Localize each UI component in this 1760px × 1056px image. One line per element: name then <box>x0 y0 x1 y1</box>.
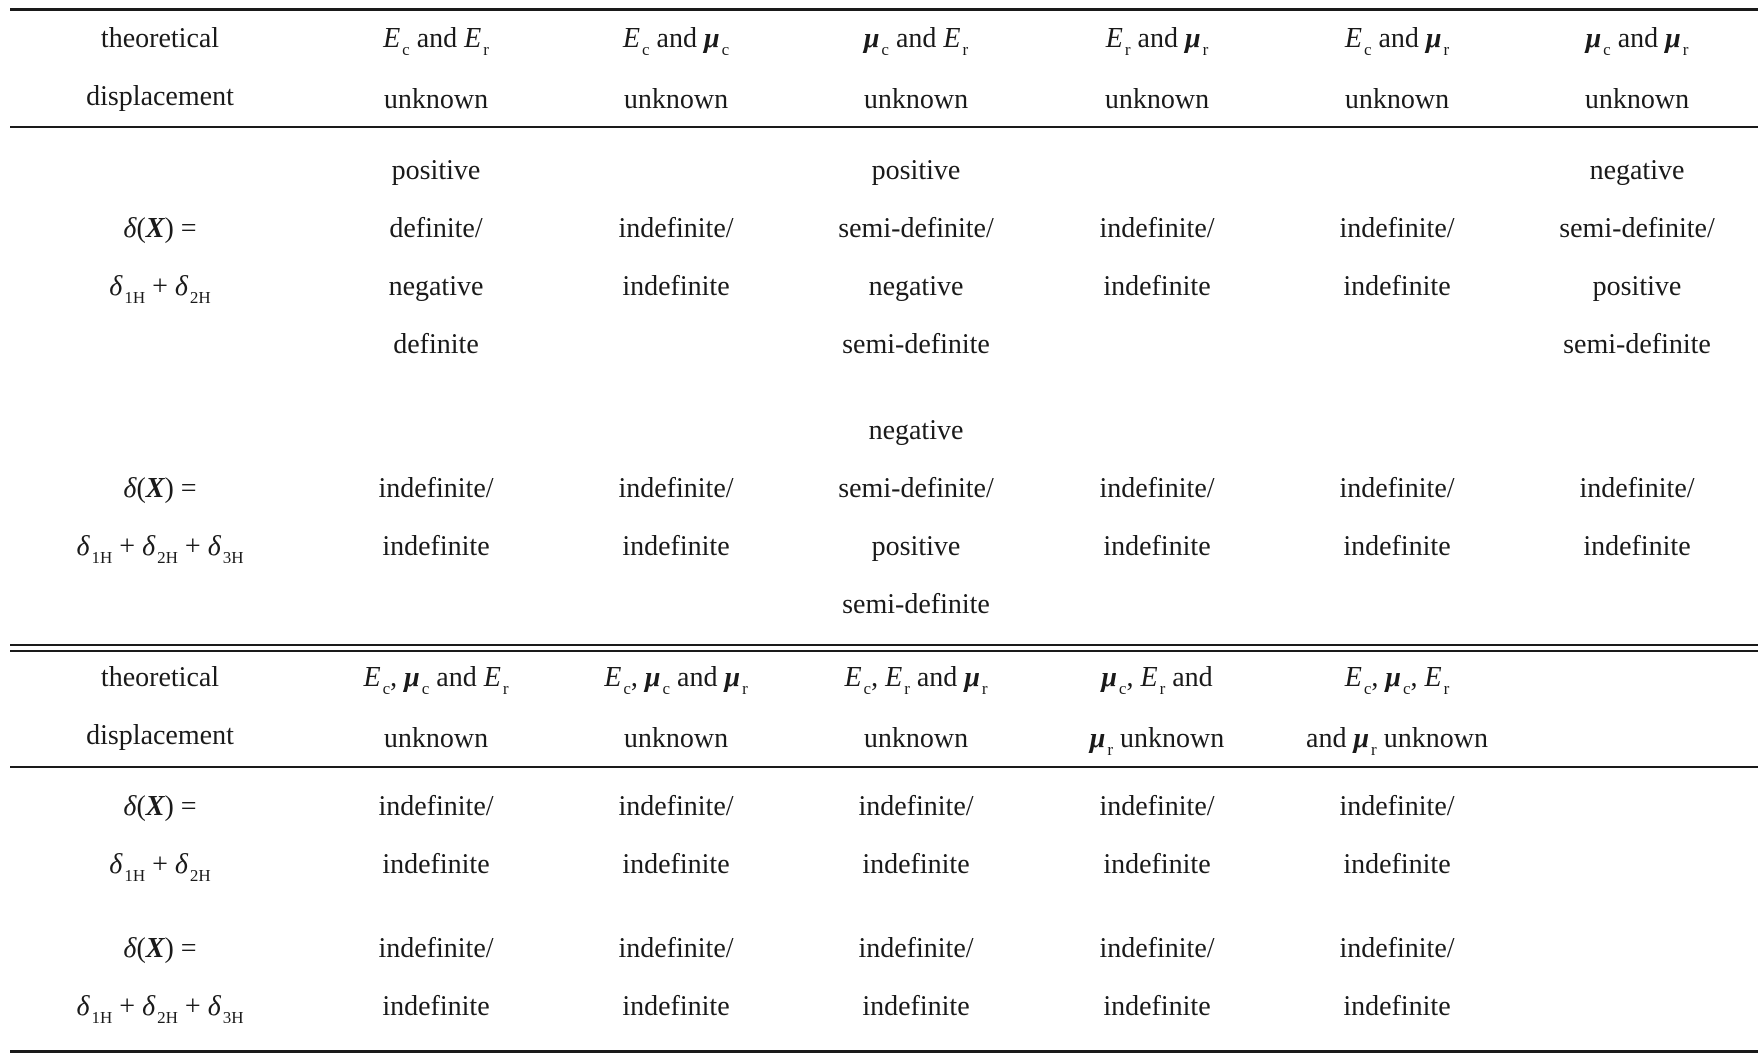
table-cell: negative semi-definite/ positive semi-definite <box>838 415 994 620</box>
table-cell: indefinite/ indefinite <box>378 933 494 1022</box>
table-cell: positive semi-definite/ negative semi-definite <box>838 155 994 360</box>
table-cell: indefinite/ indefinite <box>858 933 974 1022</box>
column-header: E $_c$ and μ $_c$ unknown <box>622 23 730 115</box>
table-cell: indefinite/ indefinite <box>1339 473 1455 562</box>
column-header: E $_c$, E $_r$ and μ $_r$ unknown <box>844 662 988 754</box>
row-label: δ(X) = δ $_{1H}$ + δ $_{2H}$ + δ $_{3H}$ <box>76 933 244 1027</box>
column-header: E $_c$, μ $_c$ and E $_r$ unknown <box>363 662 509 754</box>
header-theoretical-displacement: theoretical displacement <box>86 662 234 751</box>
table-cell: indefinite/ indefinite <box>1099 791 1215 880</box>
column-header: E $_c$ and E $_r$ unknown <box>383 23 489 115</box>
table-cell: indefinite/ indefinite <box>618 791 734 880</box>
table-cell: indefinite/ indefinite <box>618 473 734 562</box>
bottom-rule <box>10 1050 1758 1053</box>
table-cell: indefinite/ indefinite <box>1579 473 1695 562</box>
table-cell: indefinite/ indefinite <box>378 473 494 562</box>
column-header: μ $_c$ and E $_r$ unknown <box>863 23 969 115</box>
table-cell: indefinite/ indefinite <box>618 933 734 1022</box>
row-label: δ(X) = δ $_{1H}$ + δ $_{2H}$ + δ $_{3H}$ <box>76 473 244 567</box>
table-cell: indefinite/ indefinite <box>1099 933 1215 1022</box>
table-cell: indefinite/ indefinite <box>618 213 734 302</box>
table-cell: indefinite/ indefinite <box>1339 213 1455 302</box>
row-label: δ(X) = δ $_{1H}$ + δ $_{2H}$ <box>109 213 211 307</box>
table-cell: indefinite/ indefinite <box>378 791 494 880</box>
column-header: E $_c$, μ $_c$, E $_r$ and μ $_r$ unknown <box>1306 662 1488 759</box>
header-theoretical-displacement: theoretical displacement <box>86 23 234 112</box>
table-cell: indefinite/ indefinite <box>858 791 974 880</box>
column-header: E $_c$, μ $_c$ and μ $_r$ unknown <box>604 662 748 754</box>
table-cell: indefinite/ indefinite <box>1339 933 1455 1022</box>
column-header: E $_c$ and μ $_r$ unknown <box>1344 23 1450 115</box>
table-cell: indefinite/ indefinite <box>1099 213 1215 302</box>
row-label: δ(X) = δ $_{1H}$ + δ $_{2H}$ <box>109 791 211 885</box>
column-header: E $_r$ and μ $_r$ unknown <box>1104 23 1210 115</box>
table-cell: negative semi-definite/ positive semi-definite <box>1559 155 1715 360</box>
table-cell: positive definite/ negative definite <box>388 155 484 360</box>
table-cell: indefinite/ indefinite <box>1099 473 1215 562</box>
table-cell: indefinite/ indefinite <box>1339 791 1455 880</box>
double-rule-top <box>10 644 1758 646</box>
column-header: μ $_c$ and μ $_r$ unknown <box>1584 23 1690 115</box>
column-header: μ $_c$, E $_r$ and μ $_r$ unknown <box>1089 662 1225 759</box>
